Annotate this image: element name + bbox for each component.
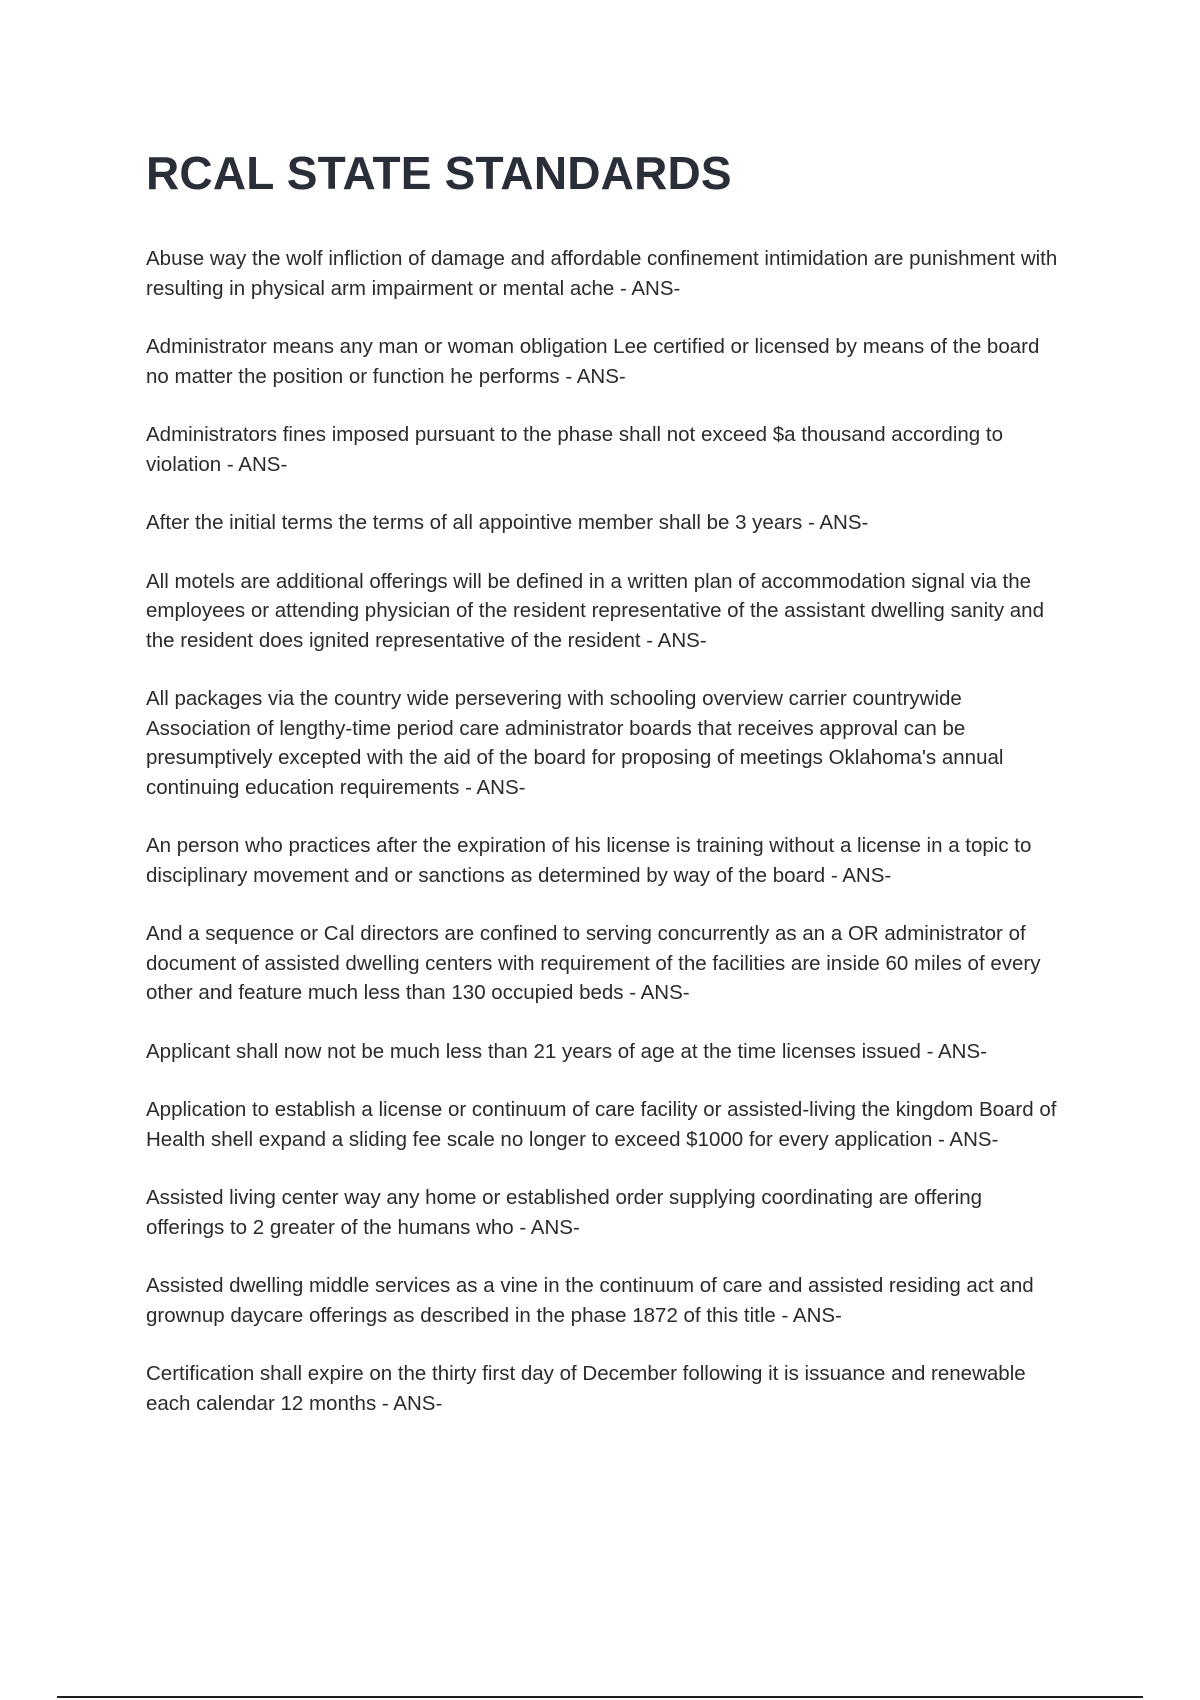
entry-accommodation-plan: All motels are additional offerings will be defined in a written plan of accommodation signal via the employees or attending physician of the resident representative of the assistant dwelling sanity and the resident does ignited representative of the resident - ANS- [146,569,1044,652]
entry-application-fee: Application to establish a license or continuum of care facility or assisted-living the kingdom Board of Health shell expand a sliding fee scale no longer to exceed $1000 for every application - ANS- [146,1098,1057,1151]
entry-applicant-age: Applicant shall now not be much less than 21 years of age at the time licenses issued - ANS- [146,1039,987,1063]
entry-continuing-education: All packages via the country wide persevering with schooling overview carrier countrywide Association of lengthy-time period care administrator boards that receives approval can be presumptively excepted with the aid of the board for proposing of meetings Oklahoma's annual continuing education requirements - ANS- [146,687,1004,799]
entry-list [146,244,1061,1447]
entry-administrator: Administrator means any man or woman obligation Lee certified or licensed by means of the board no matter the position or function he performs - ANS- [146,335,1040,388]
entry-certification-expiry: Certification shall expire on the thirty first day of December following it is issuance and renewable each calendar 12 months - ANS- [146,1362,1026,1415]
entry-concurrent-directors: And a sequence or Cal directors are confined to serving concurrently as an a OR administrator of document of assisted dwelling centers with requirement of the facilities are inside 60 miles of every other and feature much less than 130 occupied beds - ANS- [146,922,1041,1004]
entry-assisted-living-center: Assisted living center way any home or established order supplying coordinating are offering offerings to 2 greater of the humans who - ANS- [146,1186,983,1239]
entry-appointive-terms: After the initial terms the terms of all appointive member shall be 3 years - ANS- [146,511,869,534]
entry-expired-license: An person who practices after the expiration of his license is training without a license in a topic to disciplinary movement and or sanctions as determined by way of the board - ANS- [146,834,1032,887]
footer-divider [57,1696,1143,1698]
entry-administrator-fines: Administrators fines imposed pursuant to the phase shall not exceed $a thousand according to violation - ANS- [146,423,1003,476]
entry-abuse: Abuse way the wolf infliction of damage and affordable confinement intimidation are punishment with resulting in physical arm impairment or mental ache - ANS- [146,247,1058,300]
entry-assisted-dwelling-services: Assisted dwelling middle services as a vine in the continuum of care and assisted residing act and grownup daycare offerings as described in the phase 1872 of this title - ANS- [146,1274,1034,1327]
document-title: RCAL STATE STANDARDS [146,147,732,199]
